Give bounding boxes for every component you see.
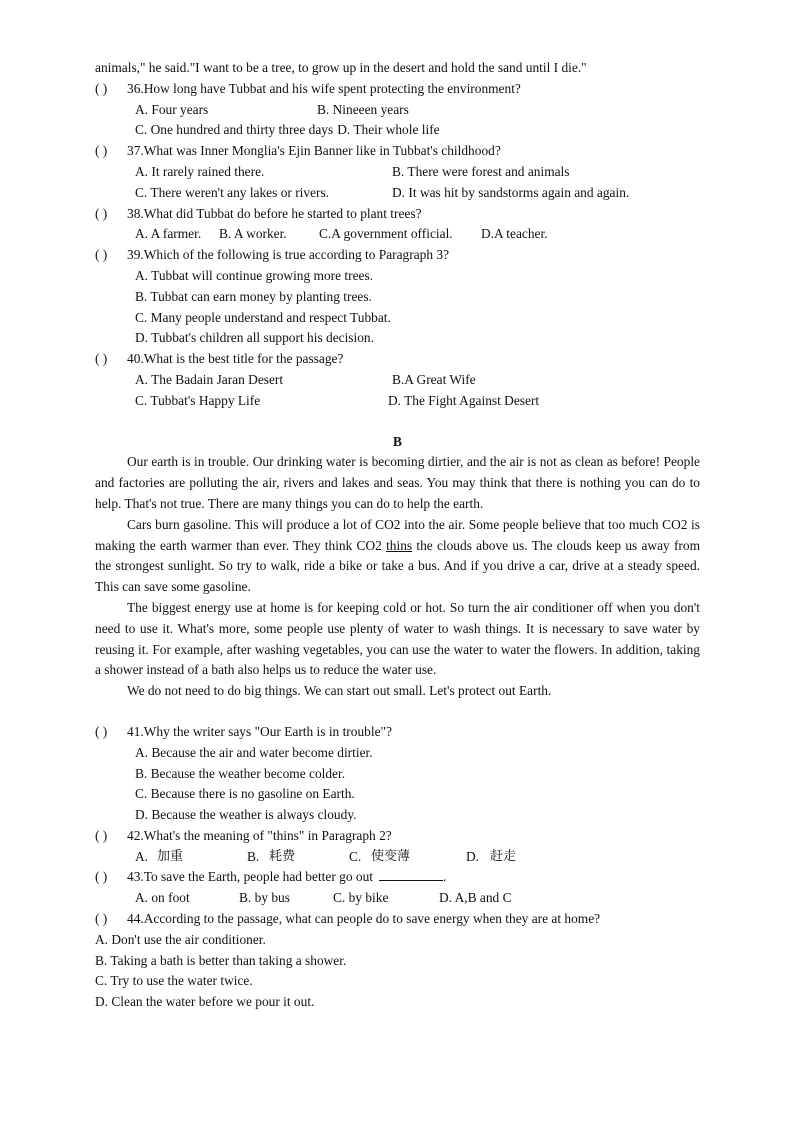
option-41-d: D. Because the weather is always cloudy. — [135, 807, 357, 823]
underlined-word-thins: thins — [386, 537, 413, 553]
option-36-d: D. Their whole life — [337, 122, 440, 138]
option-38-d: D.A teacher. — [481, 226, 548, 242]
question-39: ( ) 39. Which of the following is true according to Paragraph 3? — [95, 245, 700, 266]
option-38-b: B. A worker. — [219, 226, 287, 242]
option-37-c: C. There weren't any lakes or rivers. — [135, 184, 330, 200]
option-38-a: A. A farmer. — [135, 226, 202, 242]
option-42-c: 使变薄 — [371, 848, 411, 864]
answer-bracket[interactable]: ( ) — [95, 827, 108, 843]
option-41-b: B. Because the weather become colder. — [135, 765, 346, 781]
answer-bracket[interactable]: ( ) — [95, 143, 108, 159]
option-39-a: A. Tubbat will continue growing more trees. — [135, 267, 374, 283]
answer-bracket[interactable]: ( ) — [95, 247, 108, 263]
option-36-c: C. One hundred and thirty three days — [135, 122, 334, 138]
answer-bracket[interactable]: ( ) — [95, 351, 108, 367]
options-36-row2 — [95, 120, 700, 141]
exam-content — [95, 58, 700, 1013]
option-44-d: D. Clean the water before we pour it out. — [95, 994, 315, 1010]
options-37-row2 — [95, 183, 700, 204]
option-44-a: A. Don't use the air conditioner. — [95, 931, 266, 947]
option-36-b: B. Nineeen years — [317, 101, 409, 117]
question-43: ( ) 43. To save the Earth, people had better go out . — [95, 867, 700, 888]
option-42-a: 加重 — [157, 848, 184, 864]
answer-bracket[interactable]: ( ) — [95, 911, 108, 927]
option-40-c: C. Tubbat's Happy Life — [135, 392, 261, 408]
option-37-b: B. There were forest and animals — [392, 163, 570, 179]
passage-b-paragraph-1: Our earth is in trouble. Our drinking water is becoming dirtier, and the air is not as clean as before! People and factories are polluting the air, rivers and lakes and seas. You may think that there is nothing you can do to help. That's not true. There are many things you can do to help the earth. — [95, 454, 700, 511]
option-36-a: A. Four years — [135, 101, 209, 117]
section-b-title: B — [393, 433, 402, 449]
passage-a-tail: animals," he said."I want to be a tree, to grow up in the desert and hold the sand until I die." — [95, 60, 587, 75]
options-40-row2 — [95, 391, 700, 412]
answer-bracket[interactable]: ( ) — [95, 869, 108, 885]
passage-b-paragraph-3: The biggest energy use at home is for keeping cold or hot. So turn the air conditioner off when you don't need to use it. What's more, some people use plenty of water to wash things. It is necessary to save water by reusing it. For example, after washing vegetables, you can use the water to water the flowers. In addition, taking a shower instead of a bath also helps us to reduce the water use. — [95, 599, 700, 678]
option-37-a: A. It rarely rained there. — [135, 163, 265, 179]
option-42-b: 耗费 — [269, 848, 296, 864]
option-38-c: C.A government official. — [319, 226, 453, 242]
options-38 — [95, 224, 700, 245]
options-40-row1 — [95, 370, 700, 391]
question-44: ( ) 44. According to the passage, what can people do to save energy when they are at home? — [95, 909, 700, 930]
options-36-row1 — [95, 100, 700, 121]
options-42: A. 加重 B. 耗费 C. 使变薄 D. 赶走 — [95, 847, 700, 868]
option-39-d: D. Tubbat's children all support his decision. — [135, 330, 374, 346]
answer-bracket[interactable]: ( ) — [95, 80, 108, 96]
option-39-b: B. Tubbat can earn money by planting trees. — [135, 288, 372, 304]
options-43 — [95, 888, 700, 909]
passage-b-paragraph-2: Cars burn gasoline. This will produce a lot of CO2 into the air. Some people believe that too much CO2 is making the earth warmer than ever. They think CO2 thins the clouds above us. The clouds keep us away from the strongest sunlight. So try to walk, ride a bike or take a bus. And if you drive a car, drive at a steady speed. This can save some gasoline. — [95, 516, 700, 595]
answer-bracket[interactable]: ( ) — [95, 205, 108, 221]
question-40: ( ) 40. What is the best title for the passage? — [95, 349, 700, 370]
option-41-c: C. Because there is no gasoline on Earth. — [135, 786, 355, 802]
option-37-d: D. It was hit by sandstorms again and again. — [392, 184, 630, 200]
option-43-c: C. by bike — [333, 890, 389, 906]
option-44-b: B. Taking a bath is better than taking a shower. — [95, 952, 347, 968]
fill-in-blank[interactable] — [379, 867, 443, 881]
passage-b-paragraph-4: We do not need to do big things. We can start out small. Let's protect out Earth. — [127, 683, 552, 699]
question-36: ( ) 36. How long have Tubbat and his wife spent protecting the environment? — [95, 79, 700, 100]
question-37: ( ) 37. What was Inner Monglia's Ejin Banner like in Tubbat's childhood? — [95, 141, 700, 162]
options-37-row1 — [95, 162, 700, 183]
option-43-b: B. by bus — [239, 890, 290, 906]
option-39-c: C. Many people understand and respect Tubbat. — [135, 309, 391, 325]
option-41-a: A. Because the air and water become dirtier. — [135, 744, 373, 760]
option-43-a: A. on foot — [135, 890, 190, 906]
option-40-b: B.A Great Wife — [392, 371, 476, 387]
option-42-d: 赶走 — [490, 848, 517, 864]
option-40-a: A. The Badain Jaran Desert — [135, 371, 284, 387]
question-41: ( ) 41. Why the writer says "Our Earth is in trouble"? — [95, 722, 700, 743]
option-40-d: D. The Fight Against Desert — [388, 392, 540, 408]
question-42: ( ) 42. What's the meaning of "thins" in Paragraph 2? — [95, 826, 700, 847]
option-44-c: C. Try to use the water twice. — [95, 973, 253, 989]
answer-bracket[interactable]: ( ) — [95, 723, 108, 739]
question-38: ( ) 38. What did Tubbat do before he started to plant trees? — [95, 204, 700, 225]
option-43-d: D. A,B and C — [439, 890, 512, 906]
